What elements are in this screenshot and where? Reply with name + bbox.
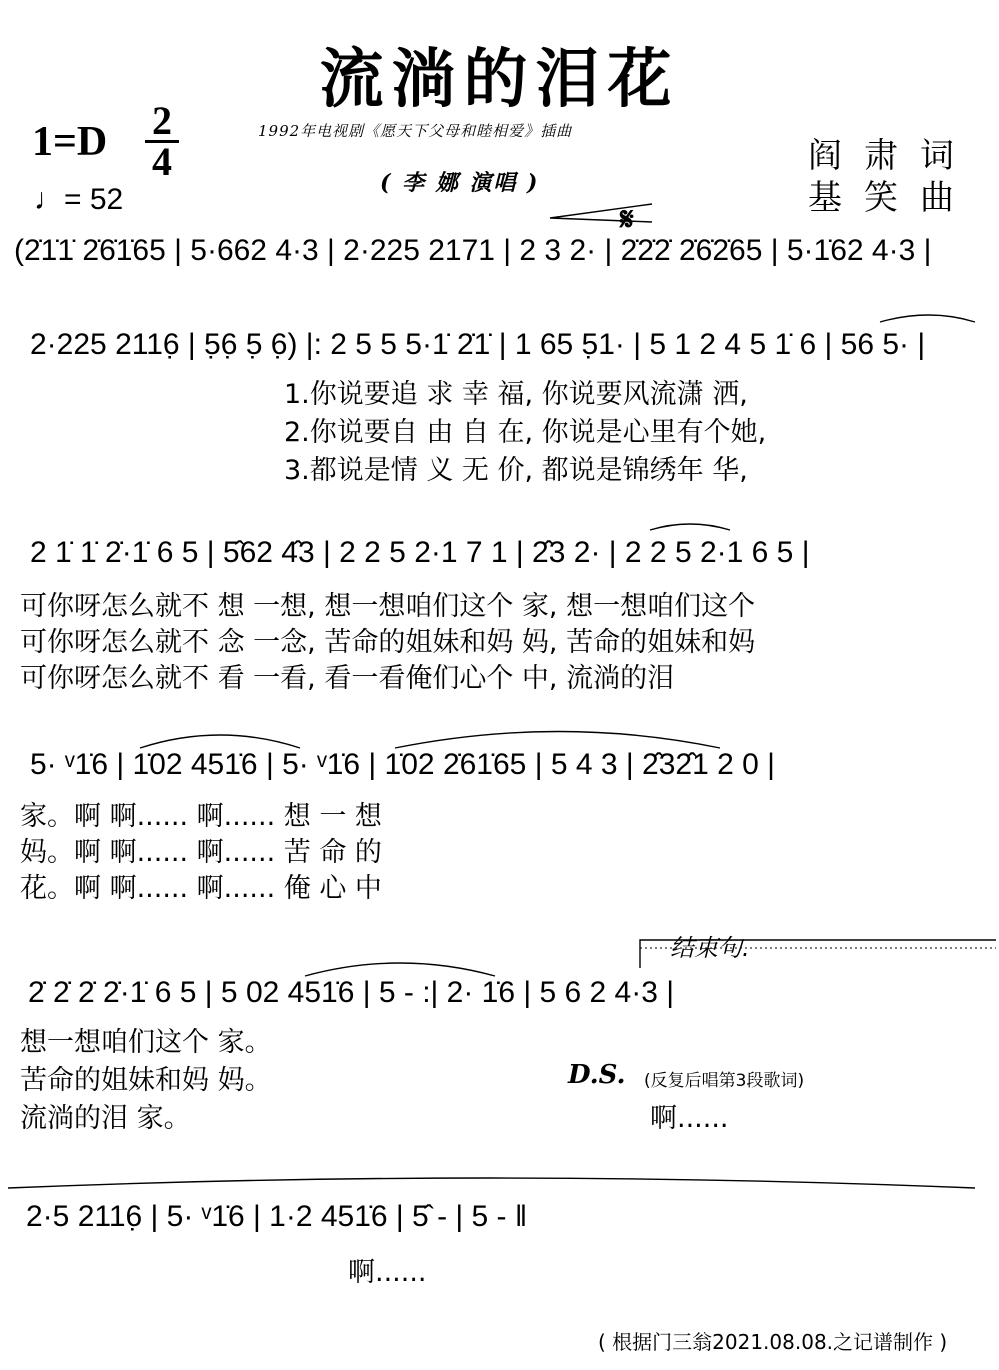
notation-row-3: 2 1̇ 1̇ 2̇·1̇ 6 5 | 5̂62 4̂3 | 2 2 5 2·1 7 1 | 2̂3 2· | 2 2 5 2·1 6 5 | (30, 536, 810, 569)
notation-row-5: 2̇ 2̇ 2̇ 2̇·1̇ 6 5 | 5 02 451̇6 | 5 - :| 2· 1̇6 | 5 6 2 4·3 | (28, 976, 675, 1009)
segno-sign: 𝄋 (620, 200, 634, 238)
notation-row-4: 5· ᵛ1̇6 | 1̇02 451̇6 | 5· ᵛ1̇6 | 1̇02 2̇61̇65 | 5 4 3 | 2̂32̂1 2 0 | (30, 748, 775, 781)
ending-bracket (640, 940, 996, 968)
lyric-line: 3.都说是情 义 无 价, 都说是锦绣年 华, (284, 455, 748, 486)
notation-row-1: (2̇1̇1̇ 2̇6̇1̇65 | 5·662 4·3 | 2·225 2171 | 2 3 2· | 2̇2̇2̇ 2̇6̇2̇65 | 5·1̇62 4·3 | (14, 234, 932, 267)
crescendo-hairpin (550, 204, 652, 222)
slur (305, 963, 495, 976)
lyric-line: 可你呀怎么就不 念 一念, 苦命的姐妹和妈 妈, 苦命的姐妹和妈 (20, 627, 756, 658)
lyric-line: 妈。啊 啊...... 啊...... 苦 命 的 (20, 837, 382, 868)
composer-credit: 基笑曲 (808, 178, 976, 218)
slur (395, 732, 720, 749)
singer-credit: ( 李 娜 演唱 ) (380, 170, 540, 196)
dal-segno-mark: D.S. (568, 1060, 626, 1090)
notation-row-6: 2·5 2116̣ | 5· ᵛ1̇6 | 1·2 451̇6 | 5̂ - | 5 - ‖ (26, 1200, 528, 1233)
subtitle: 1992年电视剧《愿天下父母和睦相爱》插曲 (258, 122, 573, 140)
lyric-line: 流淌的泪 家。 (20, 1103, 191, 1134)
lyric-line: 想一想咱们这个 家。 (20, 1027, 272, 1058)
slur (140, 735, 300, 748)
ending-label: 结束句. (670, 934, 750, 962)
lyric-line: 啊...... (348, 1257, 427, 1288)
tie (880, 315, 975, 322)
dal-segno-note: (反复后唱第3段歌词) (644, 1071, 805, 1091)
lyric-line: 家。啊 啊...... 啊...... 想 一 想 (20, 801, 382, 832)
lyric-line: 啊...... (650, 1103, 729, 1134)
lyric-line: 花。啊 啊...... 啊...... 俺 心 中 (20, 873, 382, 904)
notation-row-2: 2·225 2116̣ | 5̣6̣ 5̣ 6̣) |: 2 5 5 5·1̇ 2̇1̇ | 1 65 5̣1· | 5 1 2 4 5 1̇ 6 | 56 5· | (30, 328, 926, 361)
lyric-line: 苦命的姐妹和妈 妈。 (20, 1065, 272, 1096)
lyricist-credit: 阎肃词 (808, 136, 976, 176)
meter-top: 2 (152, 98, 172, 143)
meter-bottom: 4 (152, 139, 172, 184)
transcription-note: ( 根据门三翁2021.08.08.之记谱制作 ) (598, 1330, 948, 1354)
song-title: 流淌的泪花 (319, 42, 680, 117)
tempo-marking: ♩= 52 (34, 183, 124, 216)
lyric-line: 2.你说要自 由 自 在, 你说是心里有个她, (284, 417, 767, 448)
slur (8, 1178, 975, 1188)
lyric-line: 可你呀怎么就不 看 一看, 看一看俺们心个 中, 流淌的泪 (20, 663, 675, 694)
lyric-line: 可你呀怎么就不 想 一想, 想一想咱们这个 家, 想一想咱们这个 (20, 591, 756, 622)
lyric-line: 1.你说要追 求 幸 福, 你说要风流潇 洒, (284, 379, 748, 410)
tie (650, 524, 730, 530)
key-signature: 1=D (32, 119, 108, 165)
